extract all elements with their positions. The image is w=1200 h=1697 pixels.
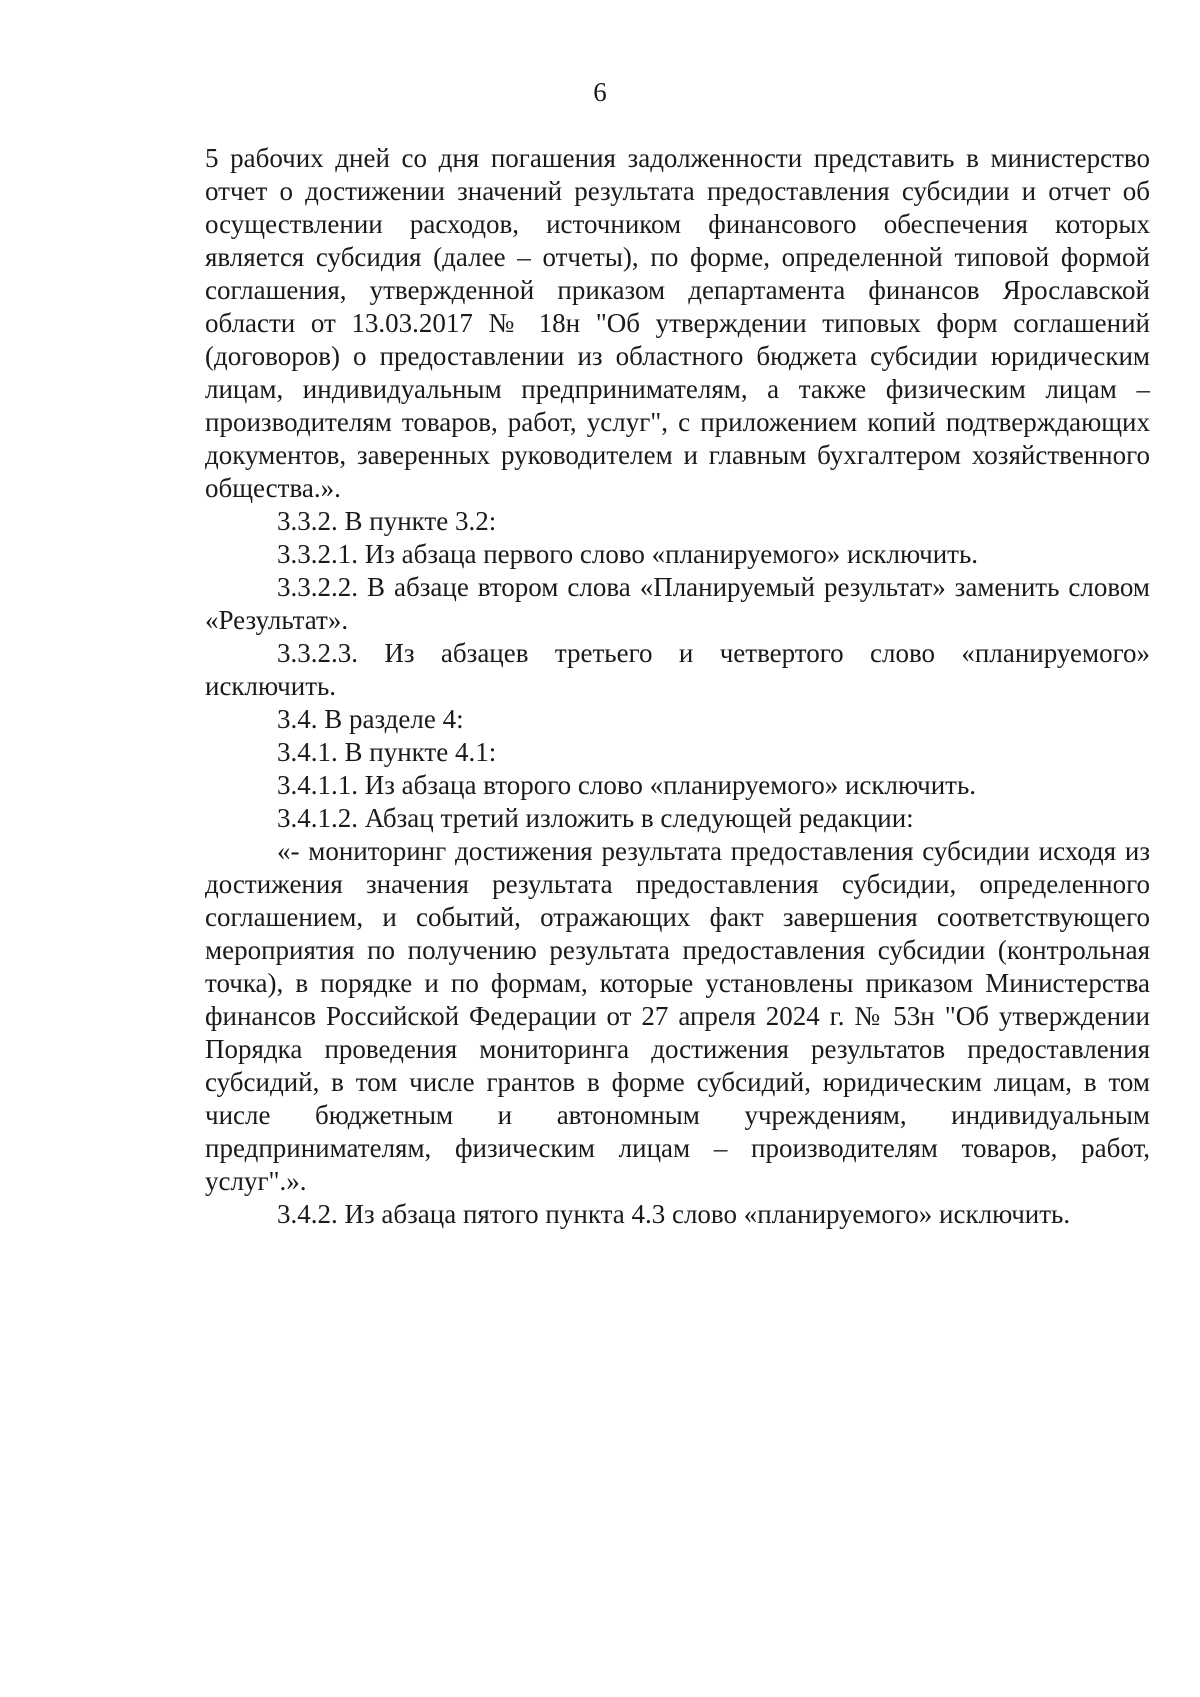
paragraph-3-3-2: 3.3.2. В пункте 3.2:	[277, 506, 497, 536]
paragraph-3-4-2: 3.4.2. Из абзаца пятого пункта 4.3 слово «планируемого» исключить.	[277, 1199, 1071, 1229]
paragraph-3-4-1: 3.4.1. В пункте 4.1:	[277, 737, 497, 767]
paragraph-3-4-1-1: 3.4.1.1. Из абзаца второго слово «планируемого» исключить.	[277, 770, 977, 800]
document-body	[205, 142, 1150, 1231]
page-number: 6	[593, 77, 607, 107]
paragraph-3-3-2-1: 3.3.2.1. Из абзаца первого слово «планируемого» исключить.	[277, 539, 979, 569]
paragraph-continuation: 5 рабочих дней со дня погашения задолженности представить в министерство отчет о достижении значений результата предоставления субсидии и отчет об осуществлении расходов, источником финансового обеспечения которых является субсидия (далее – отчеты), по форме, определенной типовой формой соглашения, утвержденной приказом департамента финансов Ярославской области от 13.03.2017 № 18н "Об утверждении типовых форм соглашений (договоров) о предоставлении из областного бюджета субсидии юридическим лицам, индивидуальным предпринимателям, а также физическим лицам – производителям товаров, работ, услуг", с приложением копий подтверждающих документов, заверенных руководителем и главным бухгалтером хозяйственного общества.».	[205, 143, 1150, 503]
paragraph-3-3-2-3: 3.3.2.3. Из абзацев третьего и четвертого слово «планируемого» исключить.	[205, 638, 1150, 701]
paragraph-3-4: 3.4. В разделе 4:	[277, 704, 464, 734]
paragraph-quoted-amendment: «- мониторинг достижения результата предоставления субсидии исходя из достижения значения результата предоставления субсидии, определенного соглашением, и событий, отражающих факт завершения соответствующего мероприятия по получению результата предоставления субсидии (контрольная точка), в порядке и по формам, которые установлены приказом Министерства финансов Российской Федерации от 27 апреля 2024 г. № 53н "Об утверждении Порядка проведения мониторинга достижения результатов предоставления субсидий, в том числе грантов в форме субсидий, юридическим лицам, в том числе бюджетным и автономным учреждениям, индивидуальным предпринимателям, физическим лицам – производителям товаров, работ, услуг".».	[205, 836, 1150, 1196]
paragraph-3-3-2-2: 3.3.2.2. В абзаце втором слова «Планируемый результат» заменить словом «Результат».	[205, 572, 1150, 635]
paragraph-3-4-1-2: 3.4.1.2. Абзац третий изложить в следующей редакции:	[277, 803, 914, 833]
